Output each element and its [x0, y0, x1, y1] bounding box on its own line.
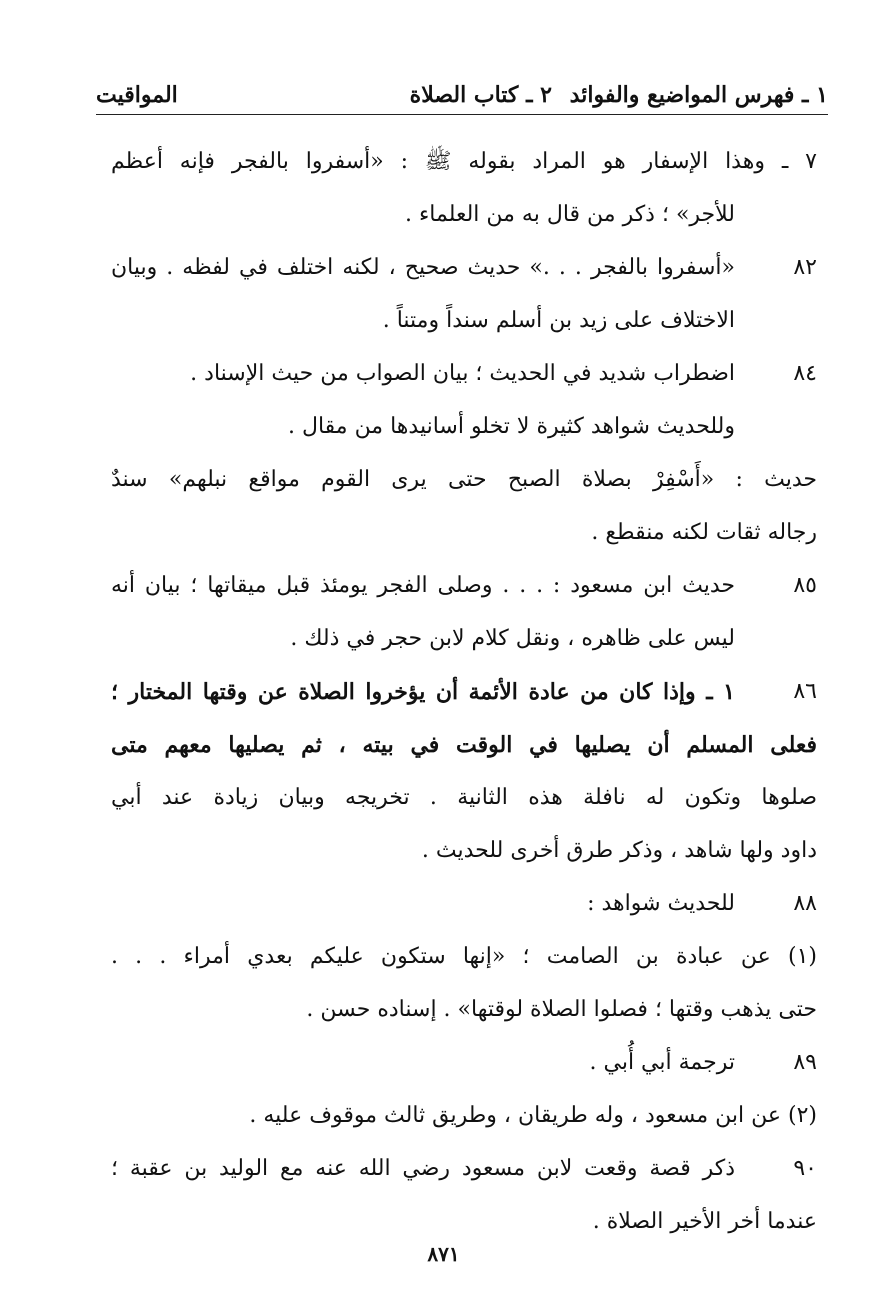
entry-line: الاختلاف على زيد بن أسلم سنداً ومتناً .: [382, 308, 735, 333]
entry-page-number: ٨٢: [793, 255, 817, 280]
entry-page-number: ٨٥: [793, 573, 817, 598]
entry-line: اضطراب شديد في الحديث ؛ بيان الصواب من حيث الإسناد .: [190, 361, 735, 386]
entry-line: للحديث شواهد :: [587, 891, 735, 916]
entry-line: حديث : «أَسْفِرْ بصلاة الصبح حتى يرى القوم مواقع نبلهم» سندٌ: [111, 467, 817, 492]
running-header: [96, 80, 828, 115]
entry-line: داود ولها شاهد ، وذكر طرق أخرى للحديث .: [421, 838, 817, 863]
entry-page-number: ٨٨: [793, 891, 817, 916]
entry-line: ذكر قصة وقعت لابن مسعود رضي الله عنه مع الوليد بن عقبة ؛: [111, 1156, 735, 1181]
entry-line: ٧ ـ وهذا الإسفار هو المراد بقوله ﷺ : «أسفروا بالفجر فإنه أعظم: [111, 149, 817, 174]
entry-line: «أسفروا بالفجر . . .» حديث صحيح ، لكنه اختلف في لفظه . وبيان: [111, 255, 735, 280]
header-book-title: ٢ ـ كتاب الصلاة: [409, 82, 552, 108]
entry-page-number: ٨٦: [793, 679, 817, 704]
entry-line: عندما أخر الأخير الصلاة .: [592, 1209, 817, 1234]
entry-line: وللحديث شواهد كثيرة لا تخلو أسانيدها من مقال .: [287, 414, 735, 439]
entry-line: ١ ـ وإذا كان من عادة الأئمة أن يؤخروا الصلاة عن وقتها المختار ؛: [111, 679, 735, 705]
page-number: ٨٧١: [427, 1242, 460, 1266]
entry-line: صلوها وتكون له نافلة هذه الثانية . تخريجه وبيان زيادة عند أبي: [111, 785, 817, 810]
entry-line: للأجر» ؛ ذكر من قال به من العلماء .: [404, 202, 735, 227]
header-index-title: ١ ـ فهرس المواضيع والفوائد: [569, 82, 828, 108]
entry-line: حديث ابن مسعود : . . . وصلى الفجر يومئذ قبل ميقاتها ؛ بيان أنه: [111, 573, 735, 598]
entry-page-number: ٨٤: [793, 361, 817, 386]
entry-line: (١) عن عبادة بن الصامت ؛ «إنها ستكون عليكم بعدي أمراء . . .: [111, 944, 817, 969]
entry-line: فعلى المسلم أن يصليها في الوقت في بيته ، ثم يصليها معهم متى: [111, 732, 817, 758]
header-section-title: المواقيت: [96, 82, 178, 108]
entry-page-number: ٩٠: [793, 1156, 817, 1181]
entry-line: رجاله ثقات لكنه منقطع .: [591, 520, 817, 545]
entry-line: (٢) عن ابن مسعود ، وله طريقان ، وطريق ثالث موقوف عليه .: [249, 1103, 817, 1128]
entry-line: حتى يذهب وقتها ؛ فصلوا الصلاة لوقتها» . إسناده حسن .: [306, 997, 817, 1022]
entry-line: ليس على ظاهره ، ونقل كلام لابن حجر في ذلك .: [290, 626, 735, 651]
entry-page-number: ٨٩: [793, 1050, 817, 1075]
entry-line: ترجمة أبي أُبي .: [589, 1050, 735, 1075]
